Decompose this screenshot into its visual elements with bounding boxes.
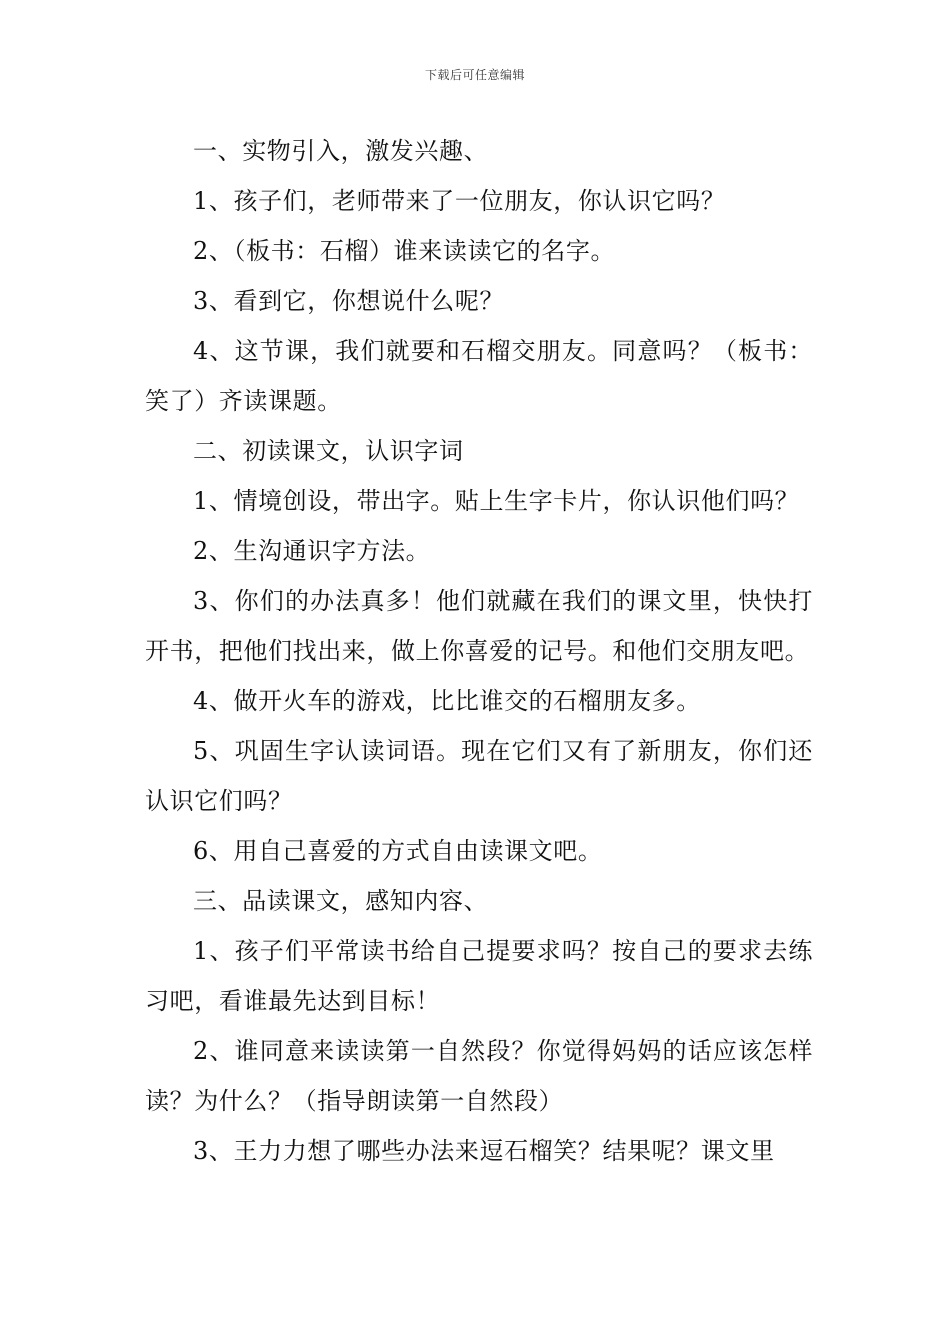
- paragraph: 3、王力力想了哪些办法来逗石榴笑？结果呢？课文里: [193, 1137, 775, 1165]
- paragraph: 2、谁同意来读读第一自然段？你觉得妈妈的话应该怎样读？为什么？（指导朗读第一自然段）: [145, 1037, 813, 1115]
- paragraph: 3、你们的办法真多！他们就藏在我们的课文里，快快打开书，把他们找出来，做上你喜爱的记号。和他们交朋友吧。: [145, 587, 813, 665]
- paragraph: 1、情境创设，带出字。贴上生字卡片，你认识他们吗？: [193, 487, 800, 515]
- paragraph: 3、看到它，你想说什么呢？: [193, 287, 505, 315]
- paragraph: 4、这节课，我们就要和石榴交朋友。同意吗？（板书：笑了）齐读课题。: [145, 337, 813, 415]
- section-heading-1: 一、实物引入，激发兴趣、: [193, 137, 489, 165]
- paragraph: 1、孩子们平常读书给自己提要求吗？按自己的要求去练习吧，看谁最先达到目标！: [145, 937, 813, 1015]
- section-heading-3: 三、品读课文，感知内容、: [193, 887, 489, 915]
- paragraph: 4、做开火车的游戏，比比谁交的石榴朋友多。: [193, 687, 701, 715]
- paragraph: 2、生沟通识字方法。: [193, 537, 431, 565]
- paragraph: 5、巩固生字认读词语。现在它们又有了新朋友，你们还认识它们吗？: [145, 737, 813, 815]
- page-header: 下载后可任意编辑: [424, 68, 525, 82]
- paragraph: 1、孩子们，老师带来了一位朋友，你认识它吗？: [193, 187, 726, 215]
- section-heading-2: 二、初读课文，认识字词: [193, 437, 464, 465]
- paragraph: 2、（板书：石榴）谁来读读它的名字。: [193, 237, 616, 265]
- paragraph: 6、用自己喜爱的方式自由读课文吧。: [193, 837, 603, 865]
- document-body: [145, 126, 813, 1176]
